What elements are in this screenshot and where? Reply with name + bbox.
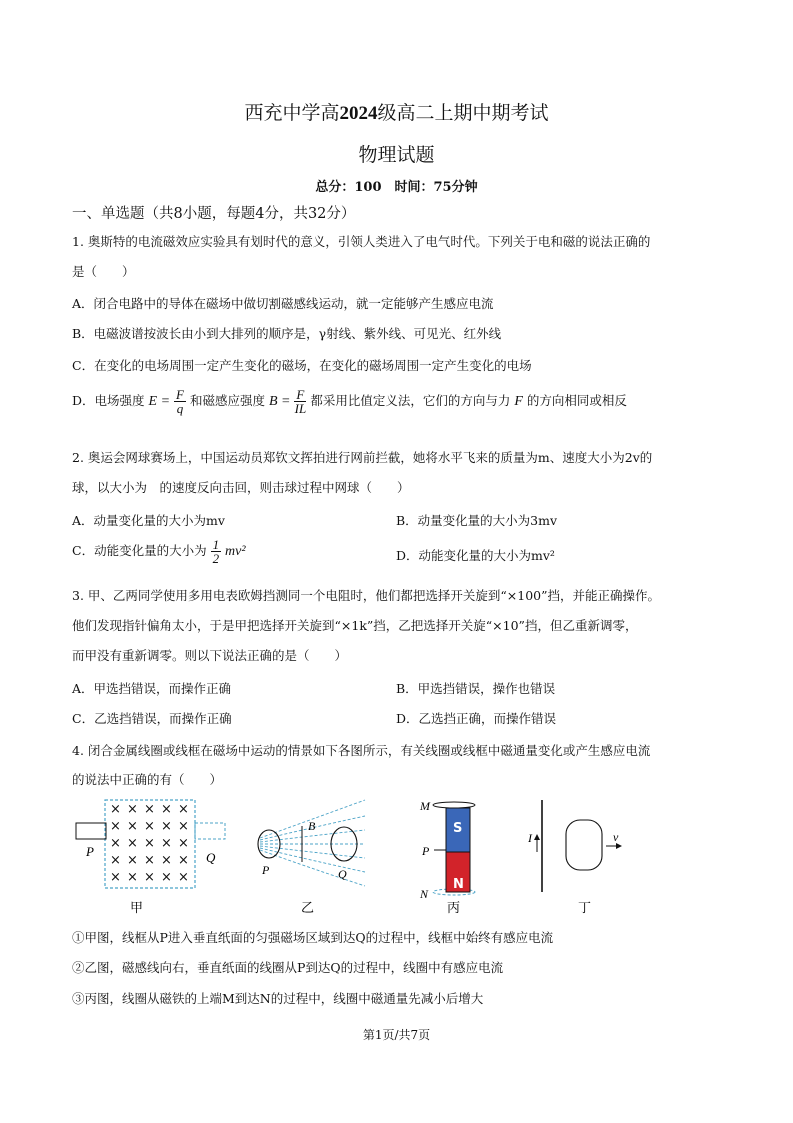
svg-text:×: × <box>127 853 138 868</box>
svg-text:×: × <box>127 819 138 834</box>
question-3-stem-cont-2: 而甲没有重新调零。则以下说法正确的是（ ） <box>72 648 348 663</box>
svg-text:×: × <box>110 870 121 885</box>
svg-text:×: × <box>144 836 155 851</box>
svg-text:P: P <box>262 863 270 877</box>
question-1-option-b: B．电磁波谱按波长由小到大排列的顺序是，γ射线、紫外线、可见光、红外线 <box>72 326 502 341</box>
question-4-stem: 4. 闭合金属线圈或线框在磁场中运动的情景如下各图所示，有关线圈或线框中磁通量变化或产生感应电流 <box>72 743 651 758</box>
question-1-option-a: A．闭合电路中的导体在磁场中做切割磁感线运动，就一定能够产生感应电流 <box>72 296 494 311</box>
svg-text:×: × <box>161 819 172 834</box>
svg-text:I: I <box>528 831 532 845</box>
question-1-option-c: C．在变化的电场周围一定产生变化的磁场，在变化的磁场周围一定产生变化的电场 <box>72 358 532 373</box>
question-2-option-d: D．动能变化量的大小为mv² <box>396 548 555 563</box>
figure-bing <box>419 799 475 916</box>
svg-text:P: P <box>86 844 94 859</box>
svg-text:×: × <box>178 836 189 851</box>
question-2-option-a: A．动量变化量的大小为mv <box>72 513 225 528</box>
question-2-option-c: C．动能变化量的大小为 $\frac{1}{2}$ mv² <box>72 537 246 566</box>
svg-text:×: × <box>144 853 155 868</box>
svg-text:×: × <box>110 853 121 868</box>
question-2-option-b: B．动量变化量的大小为3mv <box>396 513 558 528</box>
question-4-statement-2: ②乙图，磁感线向右，垂直纸面的线圈从P到达Q的过程中，线圈中有感应电流 <box>72 960 504 975</box>
svg-text:×: × <box>178 870 189 885</box>
svg-text:×: × <box>144 819 155 834</box>
svg-text:×: × <box>110 802 121 817</box>
svg-text:×: × <box>178 853 189 868</box>
figure-ding <box>527 800 622 916</box>
exam-title: 西充中学高2024级高二上期中期考试 <box>244 102 549 124</box>
question-4-stem-cont: 的说法中正确的有（ ） <box>72 772 223 787</box>
question-3-option-d: D．乙选挡正确，而操作错误 <box>396 711 557 726</box>
svg-text:丙: 丙 <box>447 901 461 916</box>
svg-text:×: × <box>161 870 172 885</box>
svg-text:×: × <box>127 802 138 817</box>
svg-text:×: × <box>110 836 121 851</box>
svg-text:Q: Q <box>338 867 347 881</box>
question-4-statement-3: ③丙图，线圈从磁铁的上端M到达N的过程中，线圈中磁通量先减小后增大 <box>72 991 484 1006</box>
question-1-stem: 1. 奥斯特的电流磁效应实验具有划时代的意义，引领人类进入了电气时代。下列关于电和磁的说法正确的 <box>72 234 651 249</box>
exam-meta: 总分：100 时间：75分钟 <box>315 180 478 195</box>
svg-text:×: × <box>178 819 189 834</box>
svg-text:×: × <box>127 836 138 851</box>
svg-text:×: × <box>161 802 172 817</box>
section-heading: 一、单选题（共8小题，每题4分，共32分） <box>72 206 356 222</box>
figure-jia <box>76 800 225 916</box>
question-4-statement-1: ①甲图，线框从P进入垂直纸面的匀强磁场区域到达Q的过程中，线框中始终有感应电流 <box>72 930 554 945</box>
svg-text:×: × <box>144 870 155 885</box>
page-footer: 第1页/共7页 <box>362 1028 431 1042</box>
svg-text:丁: 丁 <box>578 901 592 916</box>
svg-text:×: × <box>178 802 189 817</box>
svg-text:N: N <box>420 887 429 901</box>
svg-text:B: B <box>308 819 316 833</box>
question-2-stem-cont: 球，以大小为 的速度反向击回，则击球过程中网球（ ） <box>72 480 410 495</box>
svg-text:×: × <box>127 870 138 885</box>
svg-text:Q: Q <box>206 850 216 865</box>
svg-text:N: N <box>453 877 464 892</box>
question-3-option-c: C．乙选挡错误，而操作正确 <box>72 711 232 726</box>
question-3-option-b: B．甲选挡错误，操作也错误 <box>396 681 556 696</box>
svg-text:×: × <box>161 853 172 868</box>
svg-text:v: v <box>613 830 619 844</box>
exam-subtitle: 物理试题 <box>358 144 435 166</box>
question-3-option-a: A．甲选挡错误，而操作正确 <box>72 681 232 696</box>
svg-text:M: M <box>420 799 430 813</box>
question-1-stem-cont: 是（ ） <box>72 264 135 279</box>
question-3-stem: 3. 甲、乙两同学使用多用电表欧姆挡测同一个电阻时，他们都把选择开关旋到“×100”挡，并能正确操作。 <box>72 588 661 603</box>
field-lines <box>260 800 365 886</box>
svg-text:P: P <box>422 844 430 858</box>
svg-text:S: S <box>453 821 463 836</box>
question-1-option-d: D．电场强度 E = $\frac{F}{q}$ 和磁感应强度 B = $\frac{F}{IL}$ 都采用比值定义法，它们的方向与力 F 的方向相同或相反 <box>72 387 627 416</box>
svg-text:乙: 乙 <box>301 901 315 916</box>
svg-text:×: × <box>110 819 121 834</box>
question-3-stem-cont: 他们发现指针偏角太小，于是甲把选择开关旋到“×1k”挡，乙把选择开关旋“×10”挡，但乙重新调零， <box>72 618 638 633</box>
question-2-stem: 2. 奥运会网球赛场上，中国运动员郑钦文挥拍进行网前拦截，她将水平飞来的质量为m、速度大小为2v的 <box>72 450 653 465</box>
svg-text:甲: 甲 <box>130 901 144 916</box>
svg-text:×: × <box>144 802 155 817</box>
magnetic-field-crosses <box>110 802 189 885</box>
svg-text:×: × <box>161 836 172 851</box>
question-4-figures <box>70 796 630 916</box>
figure-yi <box>258 800 365 916</box>
